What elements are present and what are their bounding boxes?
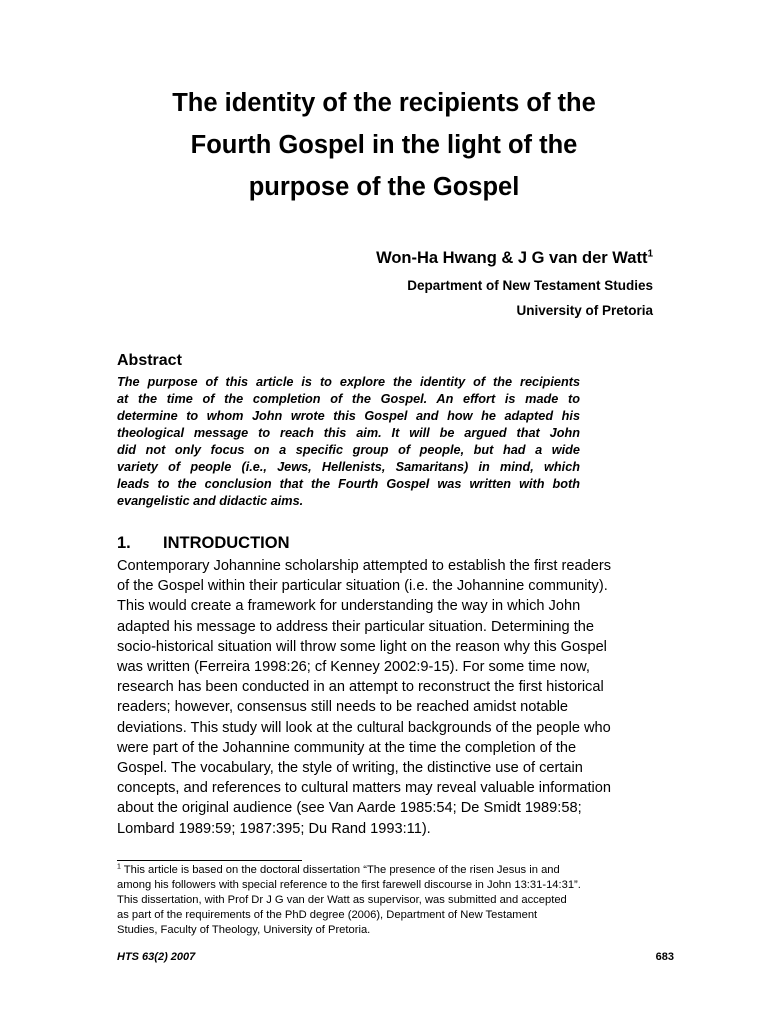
body-line: were part of the Johannine community at the time the completion of the	[117, 739, 577, 756]
author-university: University of Pretoria	[516, 303, 653, 318]
footnote-line	[117, 863, 657, 878]
introduction-body	[117, 556, 662, 839]
abstract-line: at the time of the completion of the Gospel. An effort is made to	[117, 392, 580, 406]
footnote-marker: 1	[117, 863, 121, 871]
abstract-line: evangelistic and didactic aims.	[117, 494, 304, 508]
body-line: concepts, and references to cultural matters may reveal valuable information	[117, 780, 611, 797]
author-names-text: Won-Ha Hwang & J G van der Watt	[376, 249, 648, 267]
footnote-line: among his followers with special reference to the first farewell discourse in John 13:31-14:31”.	[117, 879, 581, 891]
body-line: deviations. This study will look at the cultural backgrounds of the people who	[117, 719, 611, 736]
author-names	[376, 249, 653, 268]
section-number: 1.	[117, 534, 131, 552]
abstract-heading: Abstract	[117, 352, 182, 369]
title-line: purpose of the Gospel	[248, 173, 520, 201]
author-department: Department of New Testament Studies	[407, 278, 653, 293]
title-line: Fourth Gospel in the light of the	[190, 131, 578, 159]
footnote-line: as part of the requirements of the PhD degree (2006), Department of New Testament	[117, 909, 538, 921]
footnote-text: This article is based on the doctoral dissertation “The presence of the risen Jesus in and	[120, 864, 560, 876]
page-number: 683	[655, 951, 674, 963]
section-heading	[117, 534, 290, 553]
body-line: Gospel. The vocabulary, the style of writing, the distinctive use of certain	[117, 760, 583, 777]
abstract-line: did not only focus on a specific group of people, but had a wide	[117, 443, 580, 457]
abstract-line: theological message to reach this aim. It will be argued that John	[117, 426, 580, 440]
body-line: research has been conducted in an attempt to reconstruct the first historical	[117, 679, 604, 696]
abstract-line: determine to whom John wrote this Gospel and how he adapted his	[117, 409, 580, 423]
abstract-line: variety of people (i.e., Jews, Hellenists, Samaritans) in mind, which	[117, 460, 580, 474]
body-line: adapted his message to address their particular situation. Determining the	[117, 618, 594, 635]
body-line: about the original audience (see Van Aarde 1985:54; De Smidt 1989:58;	[117, 800, 582, 817]
abstract-line: The purpose of this article is to explore the identity of the recipients	[117, 375, 580, 389]
title-line: The identity of the recipients of the	[172, 89, 596, 117]
abstract-body	[117, 374, 580, 510]
body-line: was written (Ferreira 1998:26; cf Kenney 2002:9-15). For some time now,	[117, 659, 590, 676]
body-line: Contemporary Johannine scholarship attempted to establish the first readers	[117, 558, 612, 574]
author-footnote-marker: 1	[647, 248, 653, 260]
article-title	[0, 82, 768, 208]
footnote-line: This dissertation, with Prof Dr J G van der Watt as supervisor, was submitted and accepted	[117, 894, 567, 906]
body-line: readers; however, consensus still needs to be reached amidst notable	[117, 699, 569, 716]
footnote-line: Studies, Faculty of Theology, University of Pretoria.	[117, 924, 371, 936]
body-line: socio-historical situation will throw some light on the reason why this Gospel	[117, 638, 607, 655]
body-line: Lombard 1989:59; 1987:395; Du Rand 1993:11).	[117, 820, 431, 837]
abstract-line: leads to the conclusion that the Fourth Gospel was written with both	[117, 477, 580, 491]
journal-citation: HTS 63(2) 2007	[117, 951, 196, 963]
body-line: This would create a framework for understanding the way in which John	[117, 598, 581, 615]
footnote	[117, 863, 657, 938]
footnote-divider	[117, 860, 302, 861]
body-line: of the Gospel within their particular situation (i.e. the Johannine community).	[117, 578, 608, 595]
section-title: INTRODUCTION	[163, 534, 290, 552]
